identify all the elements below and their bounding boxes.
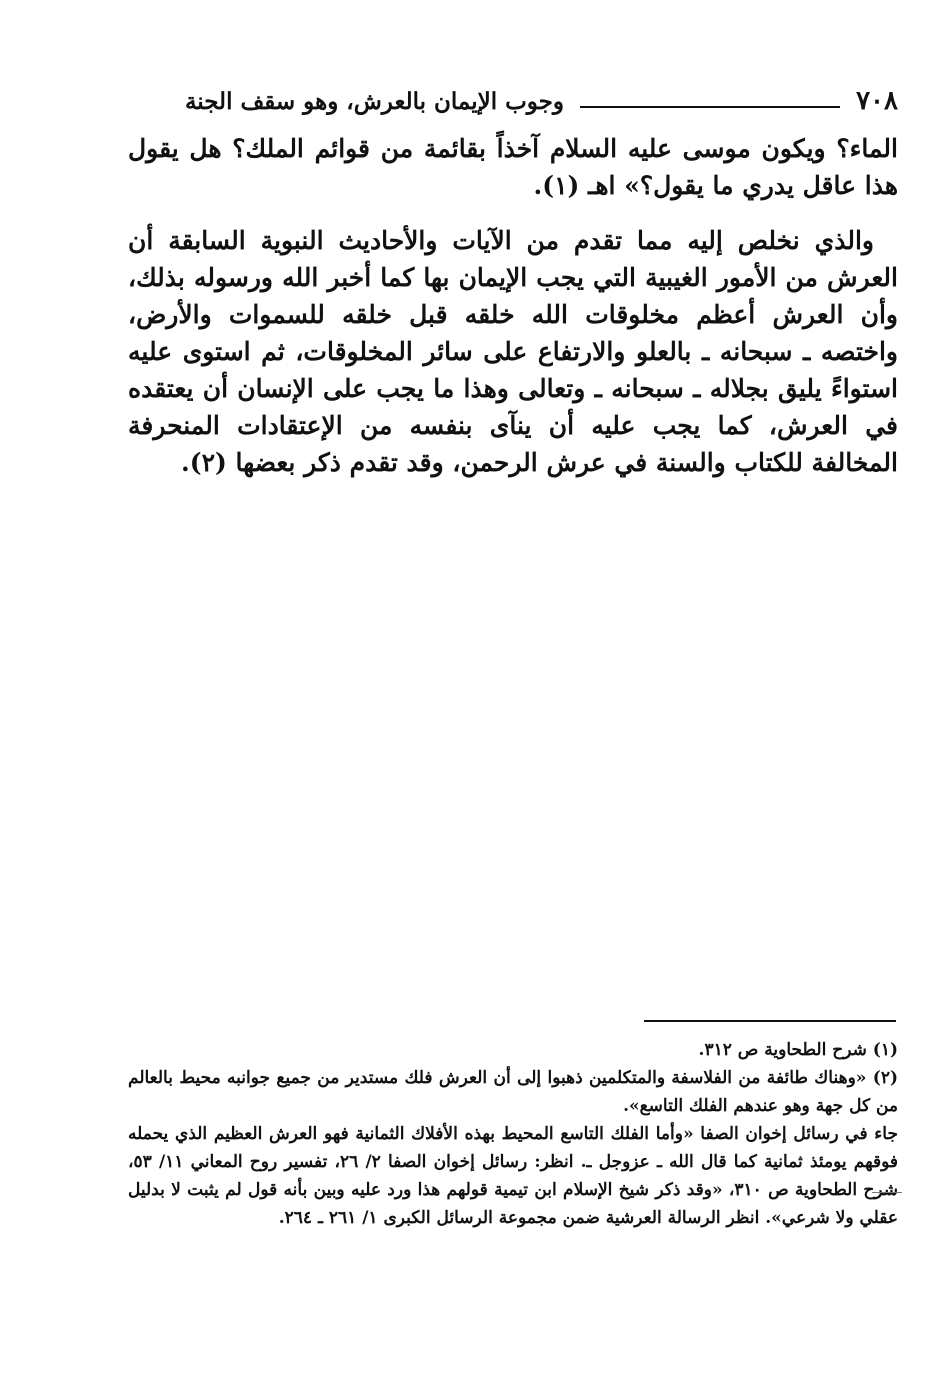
running-title: وجوب الإيمان بالعرش، وهو سقف الجنة xyxy=(184,88,564,115)
paragraph-1: الماء؟ ويكون موسى عليه السلام آخذاً بقائمة من قوائم الملك؟ هل يقول هذا عاقل يدري ما يقول؟» اهـ (١). xyxy=(128,134,898,200)
header-rule xyxy=(580,106,840,108)
footnotes xyxy=(128,1036,898,1232)
footnote-separator xyxy=(644,1020,896,1022)
footnote-1: (١) شرح الطحاوية ص ٣١٢. xyxy=(698,1040,898,1060)
page-number: ٧٠٨ xyxy=(856,86,898,116)
paragraph-2: والذي نخلص إليه مما تقدم من الآيات والأحاديث النبوية السابقة أن العرش من الأمور الغيبية التي يجب الإيمان بها كما أخبر الله ورسوله بذلك، وأن العرش أعظم مخلوقات الله خلقه قبل خلقه للسموات والأرض، واختصه ـ سبحانه ـ بالعلو والارتفاع على سائر المخلوقات، ثم استوى عليه استواءً يليق بجلاله ـ سبحانه ـ وتعالى وهذا ما يجب على الإنسان أن يعتقده في العرش، كما يجب عليه أن ينآى بنفسه من الإعتقادات المنحرفة المخالفة للكتاب والسنة في عرش الرحمن، وقد تقدم ذكر بعضها (٢). xyxy=(128,226,898,477)
footnote-2: (٢) «وهناك طائفة من الفلاسفة والمتكلمين ذهبوا إلى أن العرش فلك مستدير من جميع جوانبه محيط بالعالم من كل جهة وهو عندهم الفلك التاسع». xyxy=(128,1068,898,1116)
page-header xyxy=(128,82,898,122)
footnote-2-continued: جاء في رسائل إخوان الصفا «وأما الفلك التاسع المحيط بهذه الأفلاك الثمانية فهو العرش العظيم الذي يحمله فوقهم يومئذ ثمانية كما قال الله ـ عزوجل ـ. انظر: رسائل إخوان الصفا ٢/ ٢٦، تفسير روح المعاني ١١/ ٥٣، شرح الطحاوية ص ٣١٠، «وقد ذكر شيخ الإسلام ابن تيمية قولهم هذا ورد عليه وبين بأنه قول لم يثبت لا بدليل عقلي ولا شرعي». انظر الرسالة العرشية ضمن مجموعة الرسائل الكبرى ١/ ٢٦١ ـ ٢٦٤. xyxy=(128,1124,898,1228)
margin-mark xyxy=(872,1192,902,1193)
main-text xyxy=(128,130,898,499)
